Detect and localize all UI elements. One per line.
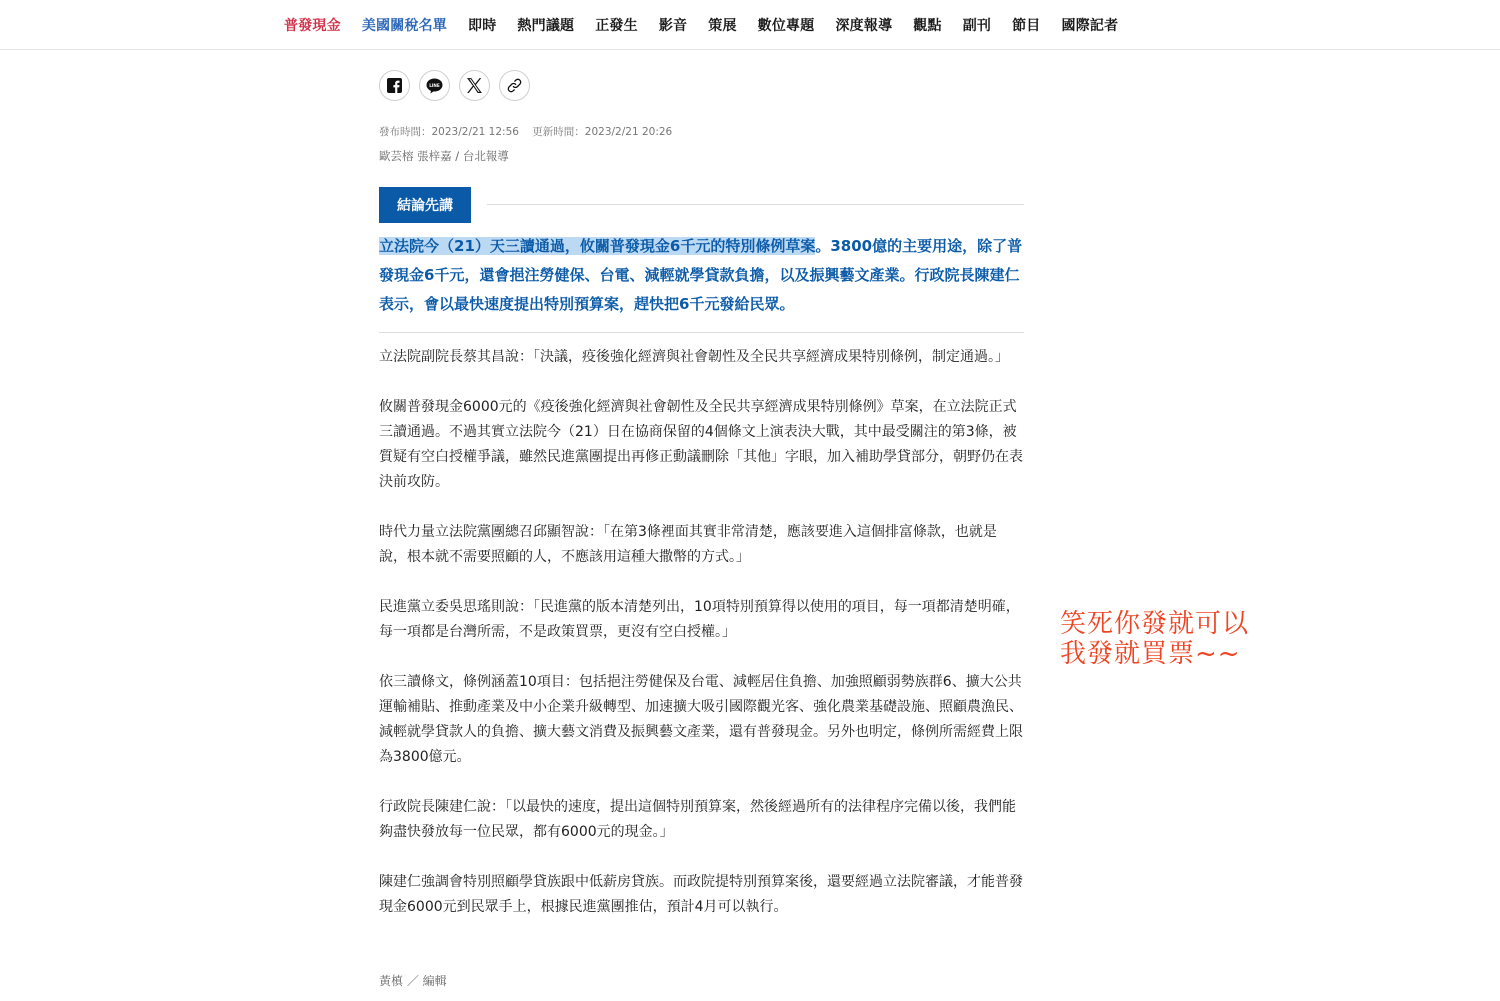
summary-header <box>379 187 1024 223</box>
updated-time: 更新時間：2023/2/21 20:26 <box>532 126 673 138</box>
link-icon <box>507 78 522 93</box>
nav-menu <box>284 0 1139 50</box>
summary-divider <box>379 332 1024 333</box>
share-facebook-button[interactable] <box>379 70 410 101</box>
summary-tag: 結論先講 <box>379 187 471 223</box>
article-paragraph: 立法院副院長蔡其昌說：「決議，疫後強化經濟與社會韌性及全民共享經濟成果特別條例，制定通過。」 <box>379 349 1009 365</box>
article-paragraph: 民進黨立委吳思瑤則說：「民進黨的版本清楚列出，10項特別預算得以使用的項目，每一項都清楚明確，每一項都是台灣所需，不是政策買票，更沒有空白授權。」 <box>379 599 1020 640</box>
share-x-button[interactable] <box>459 70 490 101</box>
nav-item-supplement[interactable]: 副刊 <box>962 18 992 34</box>
summary-header-divider <box>487 204 1024 205</box>
nav-item-latest[interactable]: 即時 <box>468 18 497 34</box>
share-line-button[interactable] <box>419 70 450 101</box>
nav-item-in-depth[interactable]: 深度報導 <box>835 18 893 34</box>
nav-item-intl-reporters[interactable]: 國際記者 <box>1061 18 1119 34</box>
x-icon <box>466 77 483 94</box>
published-time: 發布時間：2023/2/21 12:56 <box>379 126 519 138</box>
article-timestamps <box>379 124 682 139</box>
facebook-icon <box>387 78 402 93</box>
summary-highlighted-text: 立法院今（21）天三讀通過，攸關普發現金6千元的特別條例草案 <box>379 237 816 255</box>
line-icon <box>426 78 443 94</box>
nav-item-cash[interactable]: 普發現金 <box>284 18 341 34</box>
copy-link-button[interactable] <box>499 70 530 101</box>
article-paragraph: 依三讀條文，條例涵蓋10項目：包括挹注勞健保及台電、減輕居住負擔、加強照顧弱勢族群6、擴大公共運輸補貼、推動產業及中小企業升級轉型、加速擴大吸引國際觀光客、強化農業基礎設施、照顧農漁民、減輕就學貸款人的負擔、擴大藝文消費及振興藝文產業，還有普發現金。另外也明定，條例所需經費上限為3800億元。 <box>379 674 1023 765</box>
article-paragraph: 攸關普發現金6000元的《疫後強化經濟與社會韌性及全民共享經濟成果特別條例》草案，在立法院正式三讀通過。不過其實立法院今（21）日在協商保留的4個條文上演表決大戰，其中最受關注的第3條，被質疑有空白授權爭議，雖然民進黨團提出再修正動議刪除「其他」字眼，加入補助學貸部分，朝野仍在表決前攻防。 <box>379 399 1023 490</box>
nav-item-happening[interactable]: 正發生 <box>595 18 638 34</box>
article-paragraph: 陳建仁強調會特別照顧學貸族跟中低薪房貸族。而政院提特別預算案後，還要經過立法院審議，才能普發現金6000元到民眾手上，根據民進黨團推估，預計4月可以執行。 <box>379 874 1023 915</box>
nav-item-video[interactable]: 影音 <box>658 18 688 34</box>
nav-item-opinion[interactable]: 觀點 <box>913 18 942 34</box>
handwritten-annotation <box>1060 609 1280 669</box>
annotation-line-1: 笑死你發就可以 <box>1060 609 1250 639</box>
summary-text <box>379 232 1024 319</box>
editor-credit: 黃槙 ／ 編輯 <box>379 974 447 988</box>
nav-item-programs[interactable]: 節目 <box>1012 18 1041 34</box>
article-body <box>379 345 1024 945</box>
article-paragraph: 行政院長陳建仁說：「以最快的速度，提出這個特別預算案，然後經過所有的法律程序完備以後，我們能夠盡快發放每一位民眾，都有6000元的現金。」 <box>379 799 1016 840</box>
nav-item-tariff-list[interactable]: 美國關稅名單 <box>361 18 448 34</box>
article-paragraph: 時代力量立法院黨團總召邱顯智說：「在第3條裡面其實非常清楚，應該要進入這個排富條款，也就是說，根本就不需要照顧的人，不應該用這種大撒幣的方式。」 <box>379 524 997 565</box>
annotation-line-2: 我發就買票~~ <box>1060 639 1241 669</box>
summary-rest-text: 。3800億的主要用途，除了普發現金6千元，還會挹注勞健保、台電、減輕就學貸款負擔，以及振興藝文產業。行政院長陳建仁表示，會以最快速度提出特別預算案，趕快把6千元發給民眾。 <box>379 237 1023 313</box>
top-navigation <box>0 0 1500 50</box>
nav-item-curation[interactable]: 策展 <box>708 18 737 34</box>
svg-text:LINE: LINE <box>429 82 440 88</box>
nav-item-hot-topics[interactable]: 熱門議題 <box>517 18 575 34</box>
nav-item-digital-features[interactable]: 數位專題 <box>757 18 815 34</box>
byline: 歐芸榕 張梓嘉 / 台北報導 <box>379 149 509 163</box>
share-buttons <box>379 70 539 101</box>
